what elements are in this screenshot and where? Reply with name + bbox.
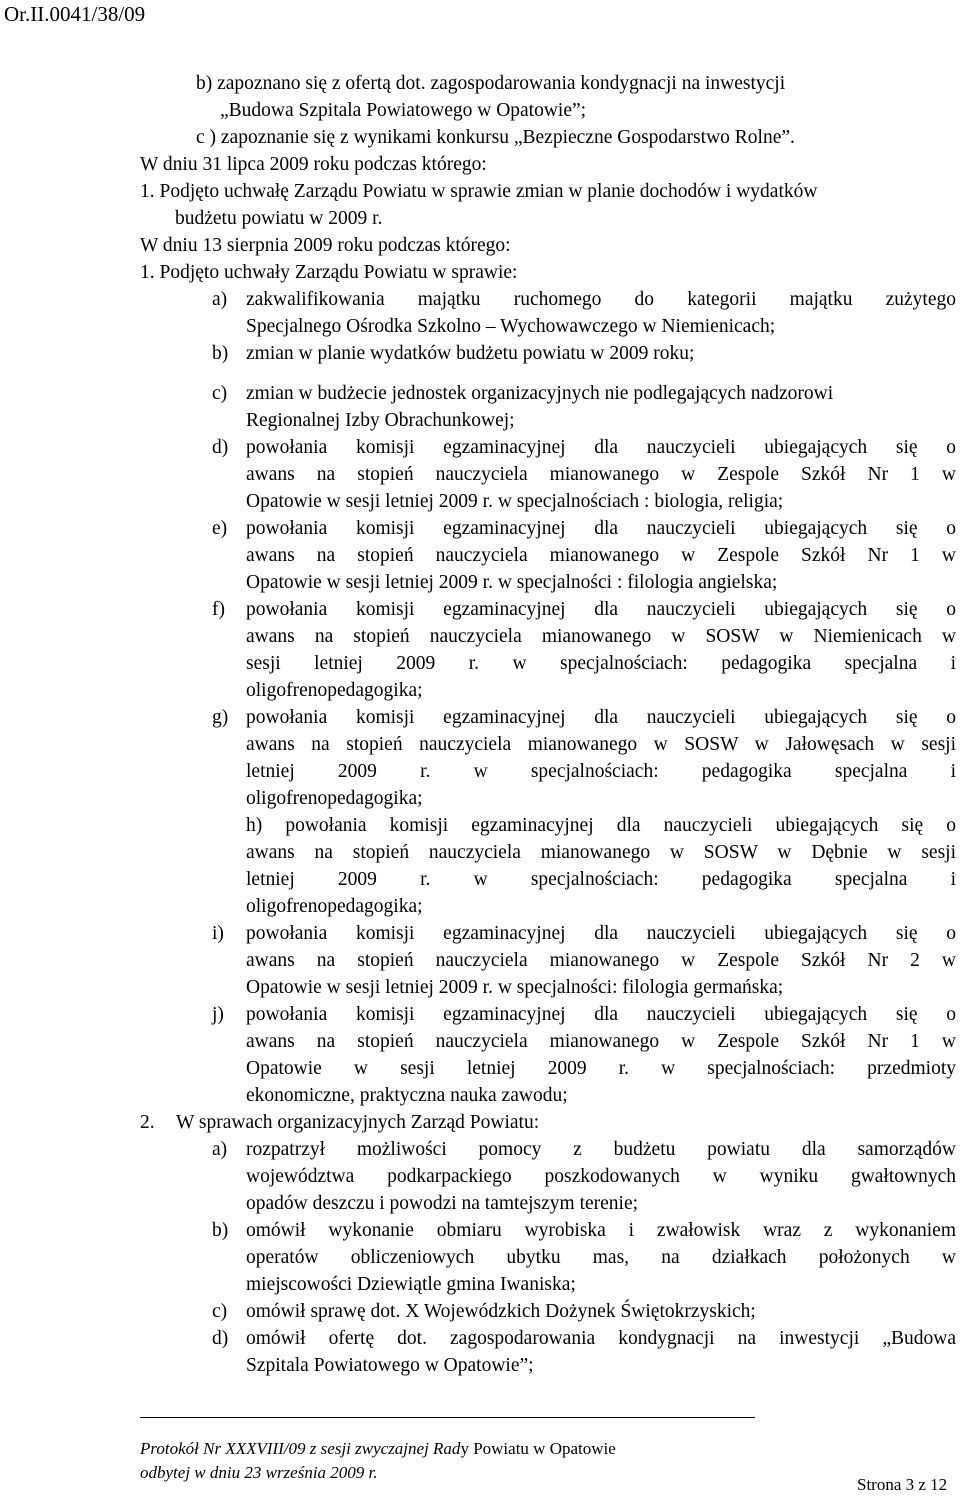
list-marker: d)	[212, 1328, 229, 1349]
text-line: omówił ofertę dot. zagospodarowania kondygnacji na inwestycji „Budowa	[246, 1328, 956, 1349]
footer-line-2	[140, 1461, 616, 1485]
text-line: rozpatrzył możliwości pomocy z budżetu powiatu dla samorządów	[246, 1139, 956, 1160]
list-marker: c)	[212, 1301, 228, 1322]
text-line: awans na stopień nauczyciela mianowanego w SOSW w Niemienicach w	[246, 626, 956, 647]
text-line: opadów deszczu i powodzi na tamtejszym terenie;	[246, 1193, 639, 1214]
list-marker: f)	[212, 599, 225, 620]
text-line: omówił wykonanie obmiaru wyrobiska i zwałowisk wraz z wykonaniem	[246, 1220, 956, 1241]
text-line: Opatowie w sesji letniej 2009 r. w specjalności: filologia germańska;	[246, 977, 784, 998]
text-line: h) powołania komisji egzaminacyjnej dla nauczycieli ubiegających się o	[246, 815, 956, 836]
text-line: Opatowie w sesji letniej 2009 r. w specjalności : filologia angielska;	[246, 572, 778, 593]
list-marker: g)	[212, 707, 229, 728]
text-line: 1. Podjęto uchwały Zarządu Powiatu w sprawie:	[140, 262, 518, 283]
footer-divider	[140, 1417, 755, 1418]
text-line: awans na stopień nauczyciela mianowanego w Zespole Szkół Nr 2 w	[246, 950, 956, 971]
text-line: awans na stopień nauczyciela mianowanego w SOSW w Jałowęsach w sesji	[246, 734, 956, 755]
text-line: W dniu 13 sierpnia 2009 roku podczas którego:	[140, 235, 511, 256]
page-number: Strona 3 z 12	[857, 1475, 948, 1494]
text-line: powołania komisji egzaminacyjnej dla nauczycieli ubiegających się o	[246, 1004, 956, 1025]
list-marker: b)	[212, 1220, 229, 1241]
text-line: powołania komisji egzaminacyjnej dla nauczycieli ubiegających się o	[246, 707, 956, 728]
text-line: awans na stopień nauczyciela mianowanego w Zespole Szkół Nr 1 w	[246, 464, 956, 485]
footer-line-1	[140, 1437, 616, 1461]
list-marker: j)	[212, 1004, 224, 1025]
text-line: zmian w planie wydatków budżetu powiatu w 2009 roku;	[246, 343, 695, 364]
text-line: ekonomiczne, praktyczna nauka zawodu;	[246, 1085, 568, 1106]
text-line: Specjalnego Ośrodka Szkolno – Wychowawczego w Niemienicach;	[246, 316, 776, 337]
text-line: oligofrenopedagogika;	[246, 788, 423, 809]
text-line: b) zapoznano się z ofertą dot. zagospodarowania kondygnacji na inwestycji	[196, 73, 786, 94]
list-marker: d)	[212, 437, 229, 458]
text-line: letniej 2009 r. w specjalnościach: pedagogika specjalna i	[246, 761, 956, 782]
text-line: c ) zapoznanie się z wynikami konkursu „Bezpieczne Gospodarstwo Rolne”.	[196, 127, 795, 148]
list-marker: a)	[212, 289, 228, 310]
text-line: awans na stopień nauczyciela mianowanego w SOSW w Dębnie w sesji	[246, 842, 956, 863]
text-line: powołania komisji egzaminacyjnej dla nauczycieli ubiegających się o	[246, 518, 956, 539]
text-line: awans na stopień nauczyciela mianowanego w Zespole Szkół Nr 1 w	[246, 545, 956, 566]
text-line: W dniu 31 lipca 2009 roku podczas którego:	[140, 154, 487, 175]
text-line: operatów obliczeniowych ubytku mas, na działkach położonych w	[246, 1247, 956, 1268]
list-marker: 2.	[140, 1112, 155, 1133]
text-line: Opatowie w sesji letniej 2009 r. w specjalnościach: przedmioty	[246, 1058, 956, 1079]
text-line: województwa podkarpackiego poszkodowanych w wyniku gwałtownych	[246, 1166, 956, 1187]
text-line: sesji letniej 2009 r. w specjalnościach: pedagogika specjalna i	[246, 653, 956, 674]
list-marker: a)	[212, 1139, 228, 1160]
list-marker: i)	[212, 923, 224, 944]
footer-text	[140, 1437, 616, 1485]
text-line: awans na stopień nauczyciela mianowanego w Zespole Szkół Nr 1 w	[246, 1031, 956, 1052]
text-line: zmian w budżecie jednostek organizacyjnych nie podlegających nadzorowi	[246, 383, 834, 404]
footer-session-date: odbytej w dniu 23 września 2009 r.	[140, 1463, 378, 1482]
text-line: 1. Podjęto uchwałę Zarządu Powiatu w sprawie zmian w planie dochodów i wydatków	[140, 181, 818, 202]
footer-protocol-title: Protokół Nr XXXVIII/09 z sesji zwyczajnej Rad	[140, 1439, 461, 1458]
list-marker: e)	[212, 518, 228, 539]
text-line: Opatowie w sesji letniej 2009 r. w specjalnościach : biologia, religia;	[246, 491, 784, 512]
list-marker: b)	[212, 343, 229, 364]
text-line: Szpitala Powiatowego w Opatowie”;	[246, 1355, 534, 1376]
footer-protocol-title-end: y Powiatu w Opatowie	[460, 1439, 616, 1458]
text-line: powołania komisji egzaminacyjnej dla nauczycieli ubiegających się o	[246, 437, 956, 458]
text-line: omówił sprawę dot. X Wojewódzkich Dożynek Świętokrzyskich;	[246, 1301, 756, 1322]
text-line: W sprawach organizacyjnych Zarząd Powiatu:	[176, 1112, 540, 1133]
text-line: oligofrenopedagogika;	[246, 896, 423, 917]
list-marker: c)	[212, 383, 228, 404]
text-line: miejscowości Dziewiątle gmina Iwaniska;	[246, 1274, 576, 1295]
text-line: Regionalnej Izby Obrachunkowej;	[246, 410, 515, 431]
text-line: zakwalifikowania majątku ruchomego do kategorii majątku zużytego	[246, 289, 956, 310]
text-line: oligofrenopedagogika;	[246, 680, 423, 701]
text-line: powołania komisji egzaminacyjnej dla nauczycieli ubiegających się o	[246, 923, 956, 944]
text-line: „Budowa Szpitala Powiatowego w Opatowie”;	[220, 100, 587, 121]
text-line: powołania komisji egzaminacyjnej dla nauczycieli ubiegających się o	[246, 599, 956, 620]
text-line: budżetu powiatu w 2009 r.	[175, 208, 383, 229]
document-reference-code: Or.II.0041/38/09	[4, 2, 146, 26]
text-line: letniej 2009 r. w specjalnościach: pedagogika specjalna i	[246, 869, 956, 890]
